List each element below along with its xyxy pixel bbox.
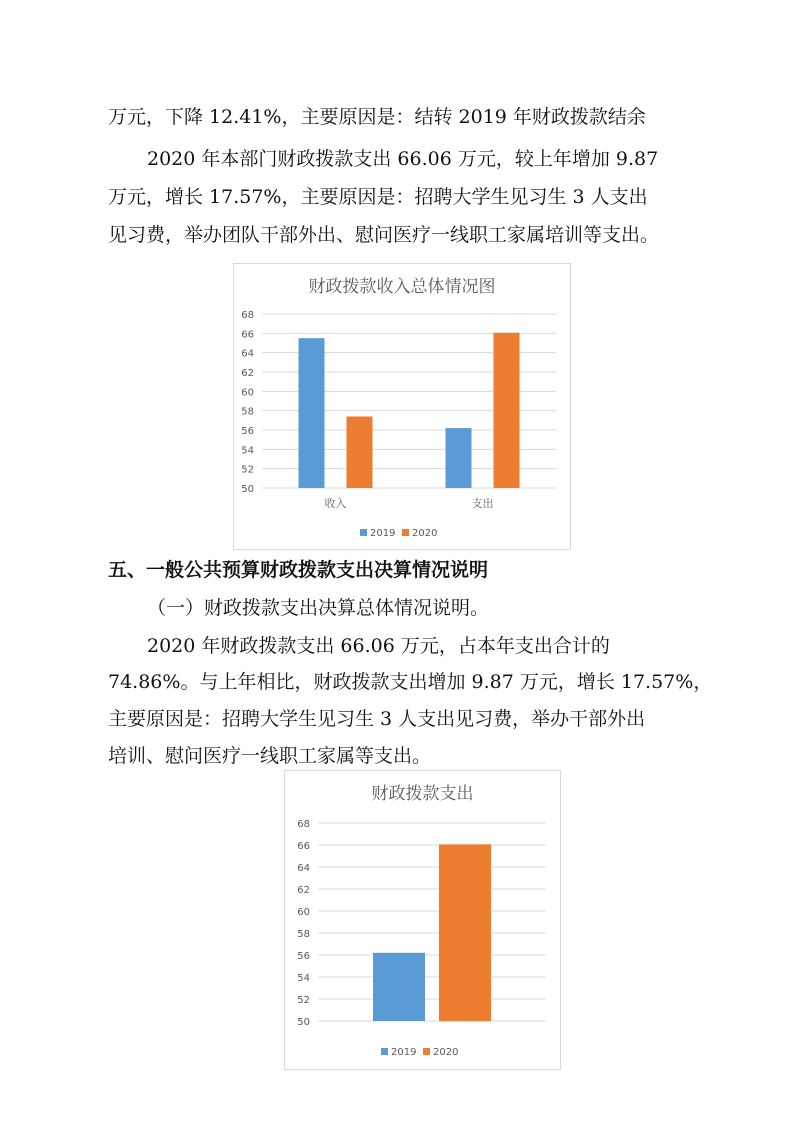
y-tick-label: 62 [241, 368, 254, 379]
y-tick-label: 50 [241, 484, 254, 495]
chart-title: 财政拨款收入总体情况图 [308, 277, 496, 297]
income-chart-container [233, 263, 571, 550]
expense-chart-container [284, 770, 561, 1070]
bar-2019 [373, 953, 425, 1021]
legend-label: 2019 [391, 1047, 417, 1058]
bar-2019 [446, 428, 472, 488]
bar-2020 [439, 844, 491, 1021]
y-tick-label: 50 [297, 1017, 310, 1028]
bar-2019 [299, 338, 325, 488]
y-tick-label: 64 [297, 863, 310, 874]
legend-label: 2019 [370, 528, 396, 539]
bar-2020 [494, 333, 520, 488]
paragraph-line: 见习费，举办团队干部外出、慰问医疗一线职工家属培训等支出。 [108, 224, 660, 246]
legend-swatch-2020 [402, 529, 409, 536]
legend-swatch-2019 [360, 529, 367, 536]
legend-swatch-2019 [381, 1048, 388, 1055]
y-tick-label: 62 [297, 885, 310, 896]
paragraph-line: 74.86%。与上年相比，财政拨款支出增加 9.87 万元，增长 17.57%， [108, 671, 713, 693]
income-expense-bar-chart [234, 264, 570, 549]
paragraph-line: 主要原因是：招聘大学生见习生 3 人支出见习费，举办干部外出 [108, 708, 646, 730]
paragraph-line: 万元，增长 17.57%，主要原因是：招聘大学生见习生 3 人支出 [108, 186, 648, 208]
section-heading: 五、一般公共预算财政拨款支出决算情况说明 [108, 559, 489, 581]
y-tick-label: 58 [297, 929, 310, 940]
paragraph-line: 2020 年财政拨款支出 66.06 万元，占本年支出合计的 [147, 635, 610, 657]
y-tick-label: 64 [241, 348, 254, 360]
paragraph-line: 2020 年本部门财政拨款支出 66.06 万元，较上年增加 9.87 [147, 148, 659, 170]
y-tick-label: 58 [241, 406, 254, 418]
legend-swatch-2020 [423, 1048, 430, 1055]
y-tick-label: 60 [241, 387, 254, 399]
y-tick-label: 54 [241, 445, 254, 457]
y-tick-label: 66 [297, 841, 310, 852]
y-tick-label: 52 [241, 464, 254, 476]
paragraph-line: 万元，下降 12.41%，主要原因是：结转 2019 年财政拨款结余 [108, 106, 646, 128]
y-tick-label: 52 [297, 995, 310, 1006]
x-tick-label: 支出 [471, 497, 494, 510]
y-tick-label: 56 [297, 951, 310, 962]
bar-2020 [347, 416, 373, 488]
legend-label: 2020 [433, 1047, 459, 1058]
y-tick-label: 60 [297, 907, 310, 918]
expense-bar-chart [285, 771, 560, 1069]
y-tick-label: 54 [297, 973, 310, 984]
x-tick-label: 收入 [324, 497, 347, 510]
y-tick-label: 68 [241, 310, 254, 321]
legend-label: 2020 [412, 528, 438, 539]
y-tick-label: 66 [241, 329, 254, 341]
y-tick-label: 68 [297, 819, 310, 830]
paragraph-line: 培训、慰问医疗一线职工家属等支出。 [108, 745, 432, 767]
y-tick-label: 56 [241, 426, 254, 437]
chart-title: 财政拨款支出 [371, 784, 474, 804]
subsection-heading: （一）财政拨款支出决算总体情况说明。 [147, 597, 490, 619]
